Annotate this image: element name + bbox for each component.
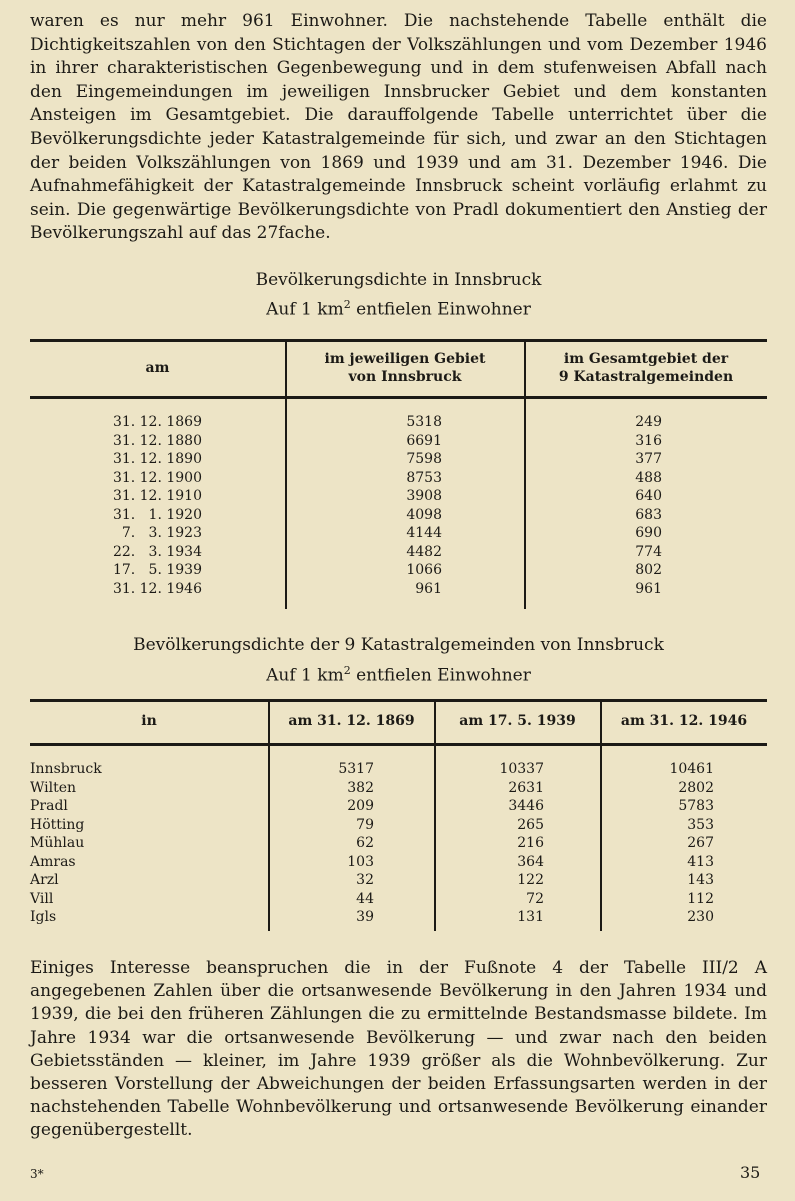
table2-1869-cell: 209	[347, 798, 374, 814]
table1-date-cell: 31. 12. 1910	[112, 488, 202, 504]
table1-date-cell: 22. 3. 1934	[112, 543, 202, 560]
table1-subtitle-text: Auf 1 km	[266, 299, 344, 320]
table2-subtitle-text: Auf 1 km	[266, 665, 344, 686]
table1-date-column	[90, 413, 202, 598]
table2-name-cell: Hötting	[30, 816, 85, 833]
table1-total-cell: 640	[635, 488, 662, 504]
table1-title: Bevölkerungsdichte in Innsbruck	[255, 270, 542, 290]
table2-1939-column	[470, 760, 544, 927]
table1-date-cell: 31. 12. 1900	[112, 469, 202, 486]
table1-total-cell: 690	[635, 525, 662, 541]
table1-top-rule	[30, 339, 767, 342]
table2-1946-cell: 5783	[678, 798, 714, 814]
table2-name-cell: Vill	[30, 890, 54, 907]
table1-local-column	[360, 413, 442, 598]
table2-1939-cell: 122	[517, 872, 544, 888]
table1-subtitle-superscript: 2	[343, 298, 351, 311]
table2-subtitle-text-end: entfielen Einwohner	[350, 665, 531, 686]
table1-local-cell: 4482	[406, 543, 442, 560]
table1-date-cell: 17. 5. 1939	[112, 562, 202, 578]
signature-mark: 3*	[30, 1167, 44, 1181]
table2-subtitle	[30, 659, 767, 688]
table2-1946-cell: 413	[687, 853, 714, 870]
table1-total-cell: 774	[635, 543, 662, 560]
table1-date-cell: 7. 3. 1923	[121, 525, 202, 541]
table2-1946-cell: 2802	[678, 779, 714, 796]
table2-1939-cell: 10337	[499, 761, 544, 777]
table2-1869-cell: 103	[347, 853, 374, 870]
table2-1869-cell: 44	[356, 890, 374, 907]
table1-local-cell: 3908	[406, 488, 442, 504]
table1-total-cell: 377	[635, 451, 662, 467]
table2-divider-3	[600, 701, 602, 931]
table1-header-local	[286, 350, 524, 386]
table2-1946-cell: 10461	[669, 761, 714, 777]
table2-name-cell: Pradl	[30, 798, 68, 814]
table2-1939-cell: 216	[517, 835, 544, 851]
table2-1946-column	[640, 760, 714, 927]
table1-total-cell: 683	[635, 506, 662, 523]
table2-header-rule	[30, 743, 767, 746]
intro-paragraph: waren es nur mehr 961 Einwohner. Die nachstehende Tabelle enthält die Dichtigkeitszahlen von den Stichtagen der Volkszählungen und vom Dezember 1946 in ihrer charakteristischen Gegenbewegung und in dem stufenweisen Abfall nach den Eingemeindungen im jeweiligen Innsbrucker Gebiet und dem konstanten Ansteigen im Gesamtgebiet. Die darauffolgende Tabelle unterrichtet über die Bevölkerungsdichte jeder Katastralgemeinde für sich, und zwar an den Stichtagen der beiden Volkszählungen von 1869 und 1939 und am 31. Dezember 1946. Die Aufnahmefähigkeit der Katastralgemeinde Innsbruck scheint vorläufig erlahmt zu sein. Die gegenwärtige Bevölkerungsdichte von Pradl dokumentiert den Anstieg der Bevölkerungszahl auf das 27fache.	[30, 11, 767, 244]
table1-date-cell: 31. 12. 1880	[112, 432, 202, 449]
table1-total-cell: 488	[635, 469, 662, 486]
table2-1939-cell: 3446	[508, 798, 544, 814]
table1-date-cell: 31. 12. 1869	[112, 414, 202, 430]
table2-1869-cell: 79	[356, 816, 374, 833]
table1-header-total-line2: 9 Katastralgemeinden	[558, 369, 734, 385]
table2-1946-cell: 143	[687, 872, 714, 888]
table2-1869-column	[300, 760, 374, 927]
table2-divider-1	[268, 701, 270, 931]
table1-local-cell: 961	[415, 580, 442, 597]
closing-paragraph: Einiges Interesse beanspruchen die in der Fußnote 4 der Tabelle III/2 A angegebenen Zahlen über die ortsanwesende Bevölkerung in den Jahren 1934 und 1939, die bei den früheren Zählungen die zu ermittelnde Bestandsmasse bildete. Im Jahre 1934 war die ortsanwesende Bevölkerung — und zwar nach den beiden Gebietsständen — kleiner, im Jahre 1939 größer als die Wohnbevölkerung. Zur besseren Vorstellung der Abweichungen der beiden Erfassungsarten werden in der nachstehenden Tabelle Wohnbevölkerung und ortsanwesende Bevölkerung einander gegenübergestellt.	[30, 958, 767, 1141]
table1-total-cell: 249	[635, 414, 662, 430]
table1-total-cell: 961	[635, 580, 662, 597]
table1-header-rule	[30, 396, 767, 399]
table1-local-cell: 6691	[406, 432, 442, 449]
table2-divider-2	[434, 701, 436, 931]
table1-date-cell: 31. 12. 1946	[112, 580, 202, 597]
table2-1939-cell: 72	[526, 890, 544, 907]
table2-name-cell: Amras	[30, 853, 76, 870]
table2-name-cell: Arzl	[30, 872, 59, 888]
table2-1869-cell: 5317	[338, 761, 374, 777]
table2-title: Bevölkerungsdichte der 9 Katastralgemeinden von Innsbruck	[133, 635, 664, 655]
table2-1869-cell: 32	[356, 872, 374, 888]
table2-header-1869: am 31. 12. 1869	[288, 713, 415, 729]
table2-1939-cell: 364	[517, 853, 544, 870]
table2-1869-cell: 382	[347, 779, 374, 796]
table2-name-column	[30, 760, 230, 927]
table1-header-total-line1: im Gesamtgebiet der	[563, 351, 729, 367]
table1-local-cell: 1066	[406, 562, 442, 578]
table2-top-rule	[30, 699, 767, 702]
table2-name-cell: Wilten	[30, 779, 77, 796]
table2-header-1946: am 31. 12. 1946	[620, 713, 748, 729]
table1-subtitle-text-end: entfielen Einwohner	[350, 299, 531, 320]
table2-1869-cell: 62	[356, 835, 374, 851]
table2-1939-cell: 131	[517, 909, 544, 925]
table1-local-cell: 4098	[406, 506, 442, 523]
table2-1869-cell: 39	[356, 909, 374, 925]
table2-name-cell: Igls	[30, 909, 57, 925]
table1-header-date: am	[145, 360, 170, 376]
table2-subtitle-superscript: 2	[343, 664, 351, 677]
table2-header-1939: am 17. 5. 1939	[459, 713, 576, 729]
table2-name-cell: Mühlau	[30, 835, 85, 851]
table2-1946-cell: 112	[687, 890, 714, 907]
table1-total-cell: 316	[635, 432, 662, 449]
table2-1939-cell: 265	[517, 816, 544, 833]
table2-header-name: in	[141, 713, 157, 729]
table1-header-local-line1: im jeweiligen Gebiet	[324, 351, 486, 367]
table1-total-column	[590, 413, 662, 598]
table1-header-local-line2: von Innsbruck	[348, 369, 462, 385]
table1-local-cell: 8753	[406, 469, 442, 486]
table1-header-total	[525, 350, 767, 386]
table2-1946-cell: 353	[687, 816, 714, 833]
table1-date-cell: 31. 12. 1890	[112, 451, 202, 467]
table2-name-cell: Innsbruck	[30, 761, 102, 777]
page-number: 35	[740, 1163, 761, 1182]
table1-date-cell: 31. 1. 1920	[112, 506, 202, 523]
table1-local-cell: 4144	[406, 525, 442, 541]
table1-total-cell: 802	[635, 562, 662, 578]
table1-subtitle	[30, 293, 767, 322]
table1-local-cell: 7598	[406, 451, 442, 467]
table2-1939-cell: 2631	[508, 779, 544, 796]
table2-1946-cell: 267	[687, 835, 714, 851]
table2-1946-cell: 230	[687, 909, 714, 925]
table1-local-cell: 5318	[406, 414, 442, 430]
